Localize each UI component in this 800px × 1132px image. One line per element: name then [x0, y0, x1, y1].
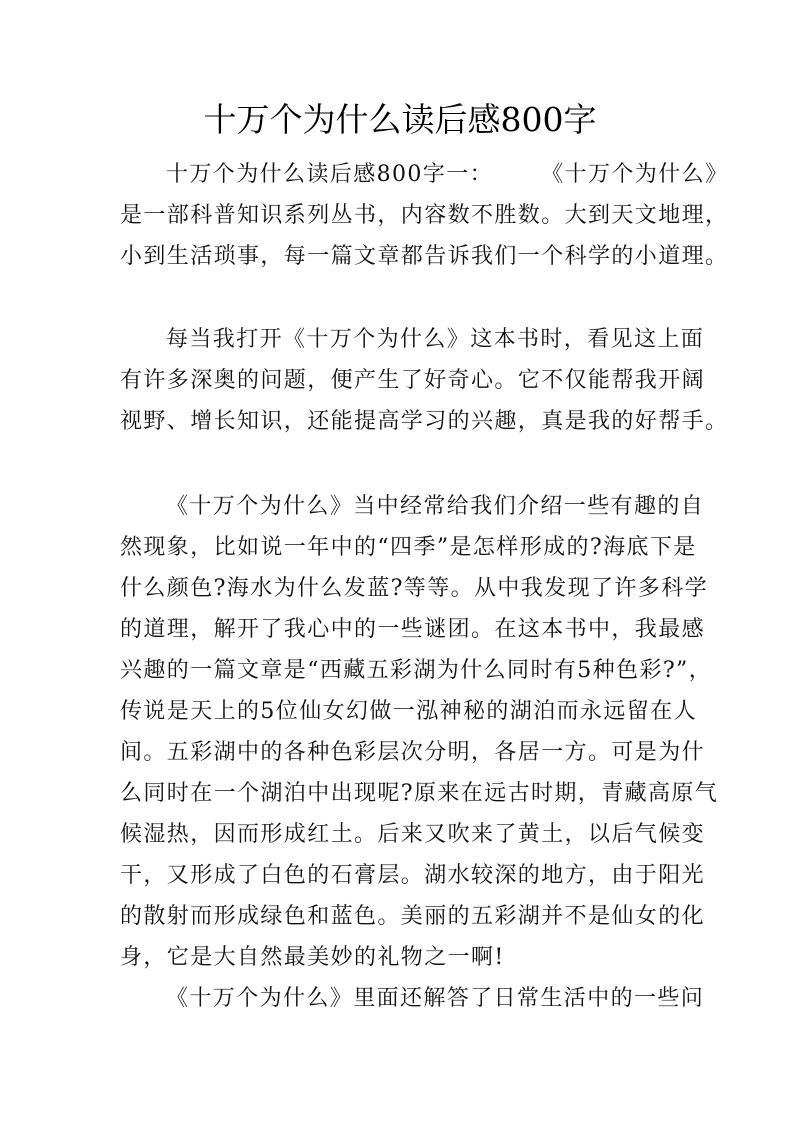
text-line: 干，又形成了白色的石膏层。湖水较深的地方，由于阳光 [120, 863, 706, 888]
text-line: 候湿热，因而形成红土。后来又吹来了黄土，以后气候变 [120, 822, 706, 847]
text-line: 《十万个为什么》里面还解答了日常生活中的一些问 [166, 986, 705, 1011]
text-line: 视野、增长知识，还能提高学习的兴趣，真是我的好帮手。 [120, 409, 729, 434]
text-line: 是一部科普知识系列丛书，内容数不胜数。大到天文地理， [120, 203, 729, 228]
text-line: 十万个为什么读后感800字一： 《十万个为什么》 [166, 162, 729, 187]
text-line: 的散射而形成绿色和蓝色。美丽的五彩湖并不是仙女的化 [120, 904, 706, 929]
text-line: 传说是天上的5位仙女幻做一泓神秘的湖泊而永远留在人 [120, 699, 697, 724]
text-line: 有许多深奥的问题，便产生了好奇心。它不仅能帮我开阔 [120, 368, 706, 393]
text-line: 的道理，解开了我心中的一些谜团。在这本书中，我最感 [120, 617, 706, 642]
text-line: 《十万个为什么》当中经常给我们介绍一些有趣的自 [166, 494, 705, 519]
text-line: 兴趣的一篇文章是“西藏五彩湖为什么同时有5种色彩?”， [120, 658, 713, 683]
text-line: 什么颜色?海水为什么发蓝?等等。从中我发现了许多科学 [120, 576, 708, 601]
text-line: 间。五彩湖中的各种色彩层次分明，各居一方。可是为什 [120, 740, 706, 765]
text-line: 小到生活琐事，每一篇文章都告诉我们一个科学的小道理。 [120, 244, 729, 269]
text-line: 么同时在一个湖泊中出现呢?原来在远古时期，青藏高原气 [120, 781, 719, 806]
text-line: 然现象，比如说一年中的“四季”是怎样形成的?海底下是 [120, 535, 697, 560]
document-title: 十万个为什么读后感800字 [203, 100, 597, 139]
text-line: 身，它是大自然最美妙的礼物之一啊! [120, 945, 505, 970]
text-line: 每当我打开《十万个为什么》这本书时，看见这上面 [166, 327, 705, 352]
